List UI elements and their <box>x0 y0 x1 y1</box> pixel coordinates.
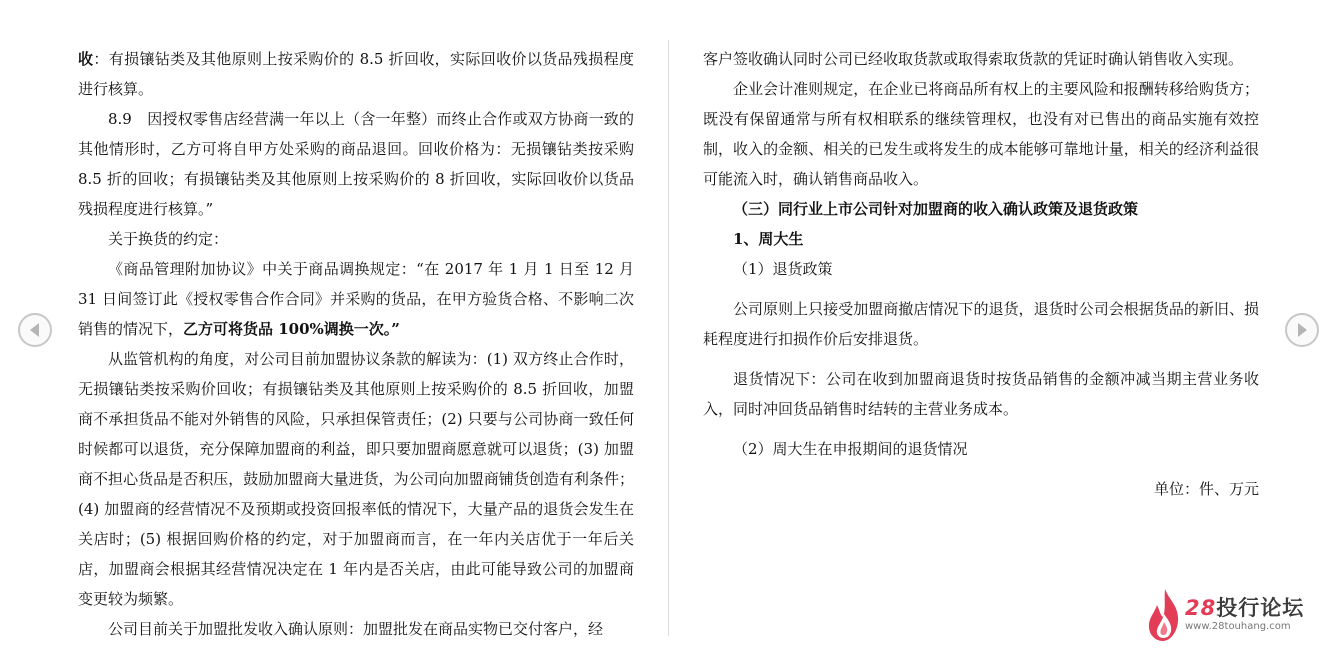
left-text-column <box>78 44 634 644</box>
paragraph: 客户签收确认同时公司已经收取货款或取得索取货款的凭证时确认销售收入实现。 <box>703 50 1244 68</box>
right-text-column <box>703 44 1259 504</box>
bold-text: 乙方可将货品 100%调换一次。” <box>183 320 400 338</box>
subsection-heading: 1、周大生 <box>733 230 804 248</box>
logo-number: 28 <box>1185 596 1217 620</box>
next-page-button[interactable] <box>1285 313 1319 347</box>
logo-url: www.28touhang.com <box>1185 621 1291 632</box>
paragraph-return-policy: 公司原则上只接受加盟商撤店情况下的退货，退货时公司会根据货品的新旧、损耗程度进行扣损作价后安排退货。 <box>703 300 1259 348</box>
flame-icon <box>1145 586 1185 644</box>
item-return-situation: （2）周大生在申报期间的退货情况 <box>733 440 968 458</box>
paragraph-goods-exchange <box>78 254 634 344</box>
chevron-left-icon <box>20 315 50 345</box>
paragraph-exchange-agreement: 关于换货的约定： <box>108 230 229 248</box>
text: ：有损镶钻类及其他原则上按采购价的 8.5 折回收，实际回收价以货品残损程度进行核算。 <box>78 50 634 98</box>
unit-label: 单位：件、万元 <box>1153 480 1259 498</box>
text: 《商品管理附加协议》中关于商品调换规定：“在 2017 年 1 月 1 日至 12 月 31 日间签订此《授权零售合作合同》并采购的货品，在甲方验货合格、不影响二次销售的情况下， <box>78 260 634 338</box>
paragraph-accounting-standard: 企业会计准则规定，在企业已将商品所有权上的主要风险和报酬转移给购货方；既没有保留通常与所有权相联系的继续管理权，也没有对已售出的商品实施有效控制，收入的金额、相关的已发生或将发生的成本能够可靠地计量，相关的经济利益很可能流入时，确认销售商品收入。 <box>703 80 1259 188</box>
chevron-right-icon <box>1287 315 1317 345</box>
bold-text: 收 <box>78 50 94 68</box>
column-divider <box>668 40 669 636</box>
site-logo[interactable] <box>1145 586 1315 646</box>
section-heading: （三）同行业上市公司针对加盟商的收入确认政策及退货政策 <box>733 200 1139 218</box>
item-return-policy: （1）退货政策 <box>733 260 833 278</box>
paragraph-return-accounting: 退货情况下：公司在收到加盟商退货时按货品销售的金额冲减当期主营业务收入，同时冲回货品销售时结转的主营业务成本。 <box>703 370 1259 418</box>
paragraph-regulator-view: 从监管机构的角度，对公司目前加盟协议条款的解读为：(1) 双方终止合作时，无损镶钻类按采购价回收；有损镶钻类及其他原则上按采购价的 8.5 折回收，加盟商不承担货品不能对外销售的风险，只承担保管责任；(2) 只要与公司协商一致任何时候都可以退货，充分保障加盟商的利益，即只要加盟商愿意就可以退货；(3) 加盟商不担心货品是否积压，鼓励加盟商大量进货，为公司向加盟商铺货创造有利条件；(4) 加盟商的经营情况不及预期或投资回报率低的情况下，大量产品的退货会发生在关店时；(5) 根据回购价格的约定，对于加盟商而言，在一年内关店优于一年后关店，加盟商会根据其经营情况决定在 1 年内是否关店，由此可能导致公司的加盟商变更较为频繁。 <box>78 350 634 608</box>
paragraph-clause-8-9: 8.9 因授权零售店经营满一年以上（含一年整）而终止合作或双方协商一致的其他情形时，乙方可将自甲方处采购的商品退回。回收价格为：无损镶钻类按采购 8.5 折的回收；有损镶钻类及其他原则上按采购价的 8 折回收，实际回收价以货品残损程度进行核算。” <box>78 110 634 218</box>
logo-name <box>1185 592 1304 622</box>
paragraph <box>78 44 634 104</box>
previous-page-button[interactable] <box>18 313 52 347</box>
logo-title: 投行论坛 <box>1216 596 1305 620</box>
paragraph-revenue-principle: 公司目前关于加盟批发收入确认原则：加盟批发在商品实物已交付客户，经 <box>108 620 604 638</box>
